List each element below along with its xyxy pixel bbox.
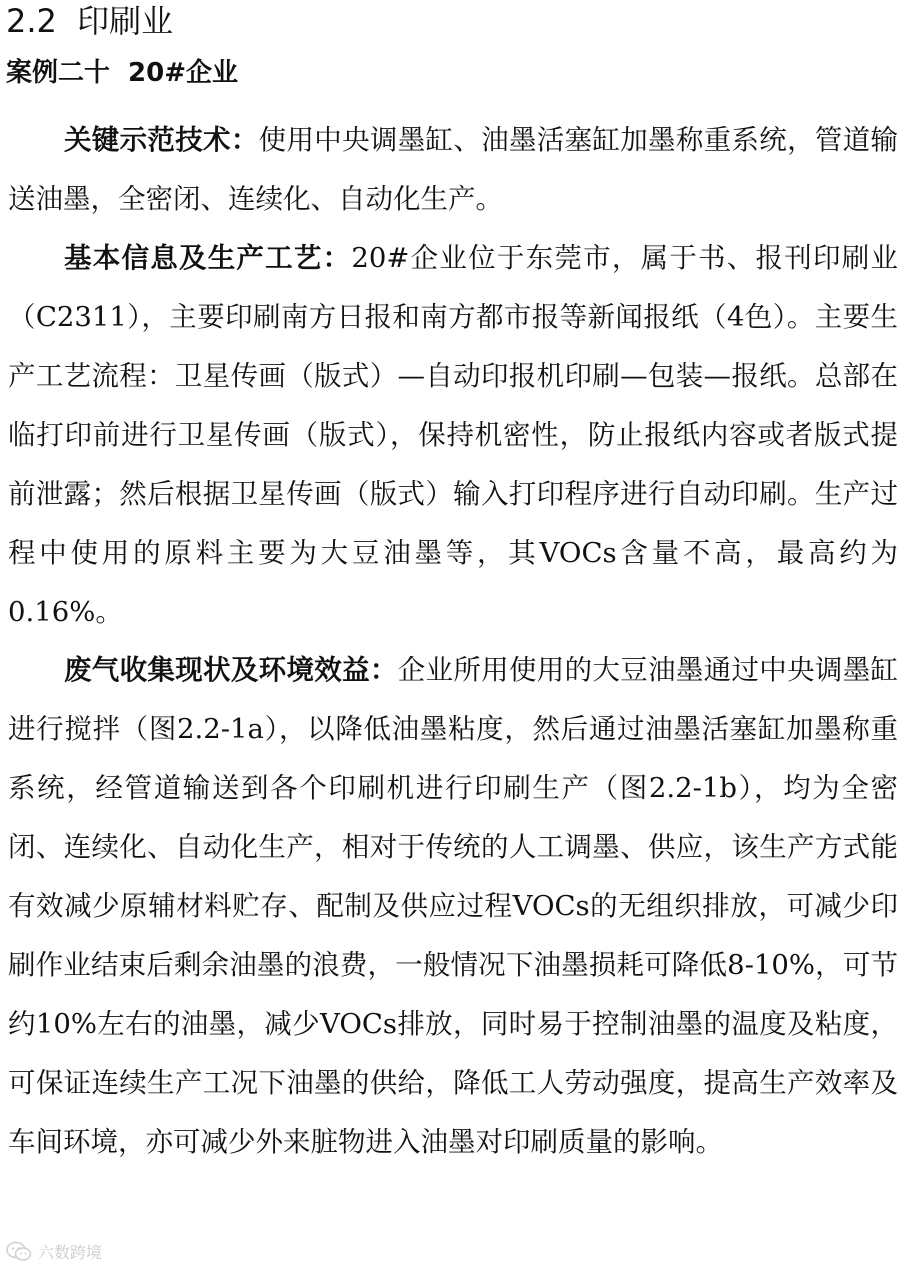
- paragraph-lead: 关键示范技术：: [64, 124, 259, 156]
- case-title: [6, 56, 238, 90]
- paragraph-basic-info: [8, 229, 898, 642]
- case-label: 案例二十: [6, 58, 111, 88]
- paragraph-key-technology: [8, 111, 898, 229]
- case-company: 20#企业: [128, 58, 238, 88]
- paragraph-lead: 废气收集现状及环境效益：: [64, 654, 398, 686]
- paragraph-environmental-benefit: [8, 641, 898, 1172]
- paragraph-text: 企业所用使用的大豆油墨通过中央调墨缸进行搅拌（图2.2-1a），以降低油墨粘度，然后通过油墨活塞缸加墨称重系统，经管道输送到各个印刷机进行印刷生产（图2.2-1b），均为全密闭、连续化、自动化生产，相对于传统的人工调墨、供应，该生产方式能有效减少原辅材料贮存、配制及供应过程VOCs的无组织排放，可减少印刷作业结束后剩余油墨的浪费，一般情况下油墨损耗可降低8-10%，可节约10%左右的油墨，减少VOCs排放，同时易于控制油墨的温度及粘度，可保证连续生产工况下油墨的供给，降低工人劳动强度，提高生产效率及车间环境，亦可减少外来脏物进入油墨对印刷质量的影响。: [8, 654, 899, 1158]
- paragraph-text: 使用中央调墨缸、油墨活塞缸加墨称重系统，管道输送油墨，全密闭、连续化、自动化生产。: [8, 124, 898, 215]
- wechat-logo-icon: [6, 1241, 32, 1263]
- section-title: 印刷业: [77, 2, 174, 40]
- watermark-text: 六数跨境: [38, 1243, 103, 1262]
- section-heading: [6, 0, 173, 42]
- section-number: 2.2: [6, 2, 57, 40]
- watermark: [6, 1240, 102, 1263]
- paragraph-text: 20#企业位于东莞市，属于书、报刊印刷业（C2311），主要印刷南方日报和南方都市报等新闻报纸（4色）。主要生产工艺流程：卫星传画（版式）—自动印报机印刷—包装—报纸。总部在临打印前进行卫星传画（版式），保持机密性，防止报纸内容或者版式提前泄露；然后根据卫星传画（版式）输入打印程序进行自动印刷。生产过程中使用的原料主要为大豆油墨等，其VOCs含量不高，最高约为0.16%。: [8, 242, 898, 628]
- paragraph-lead: 基本信息及生产工艺：: [64, 242, 352, 274]
